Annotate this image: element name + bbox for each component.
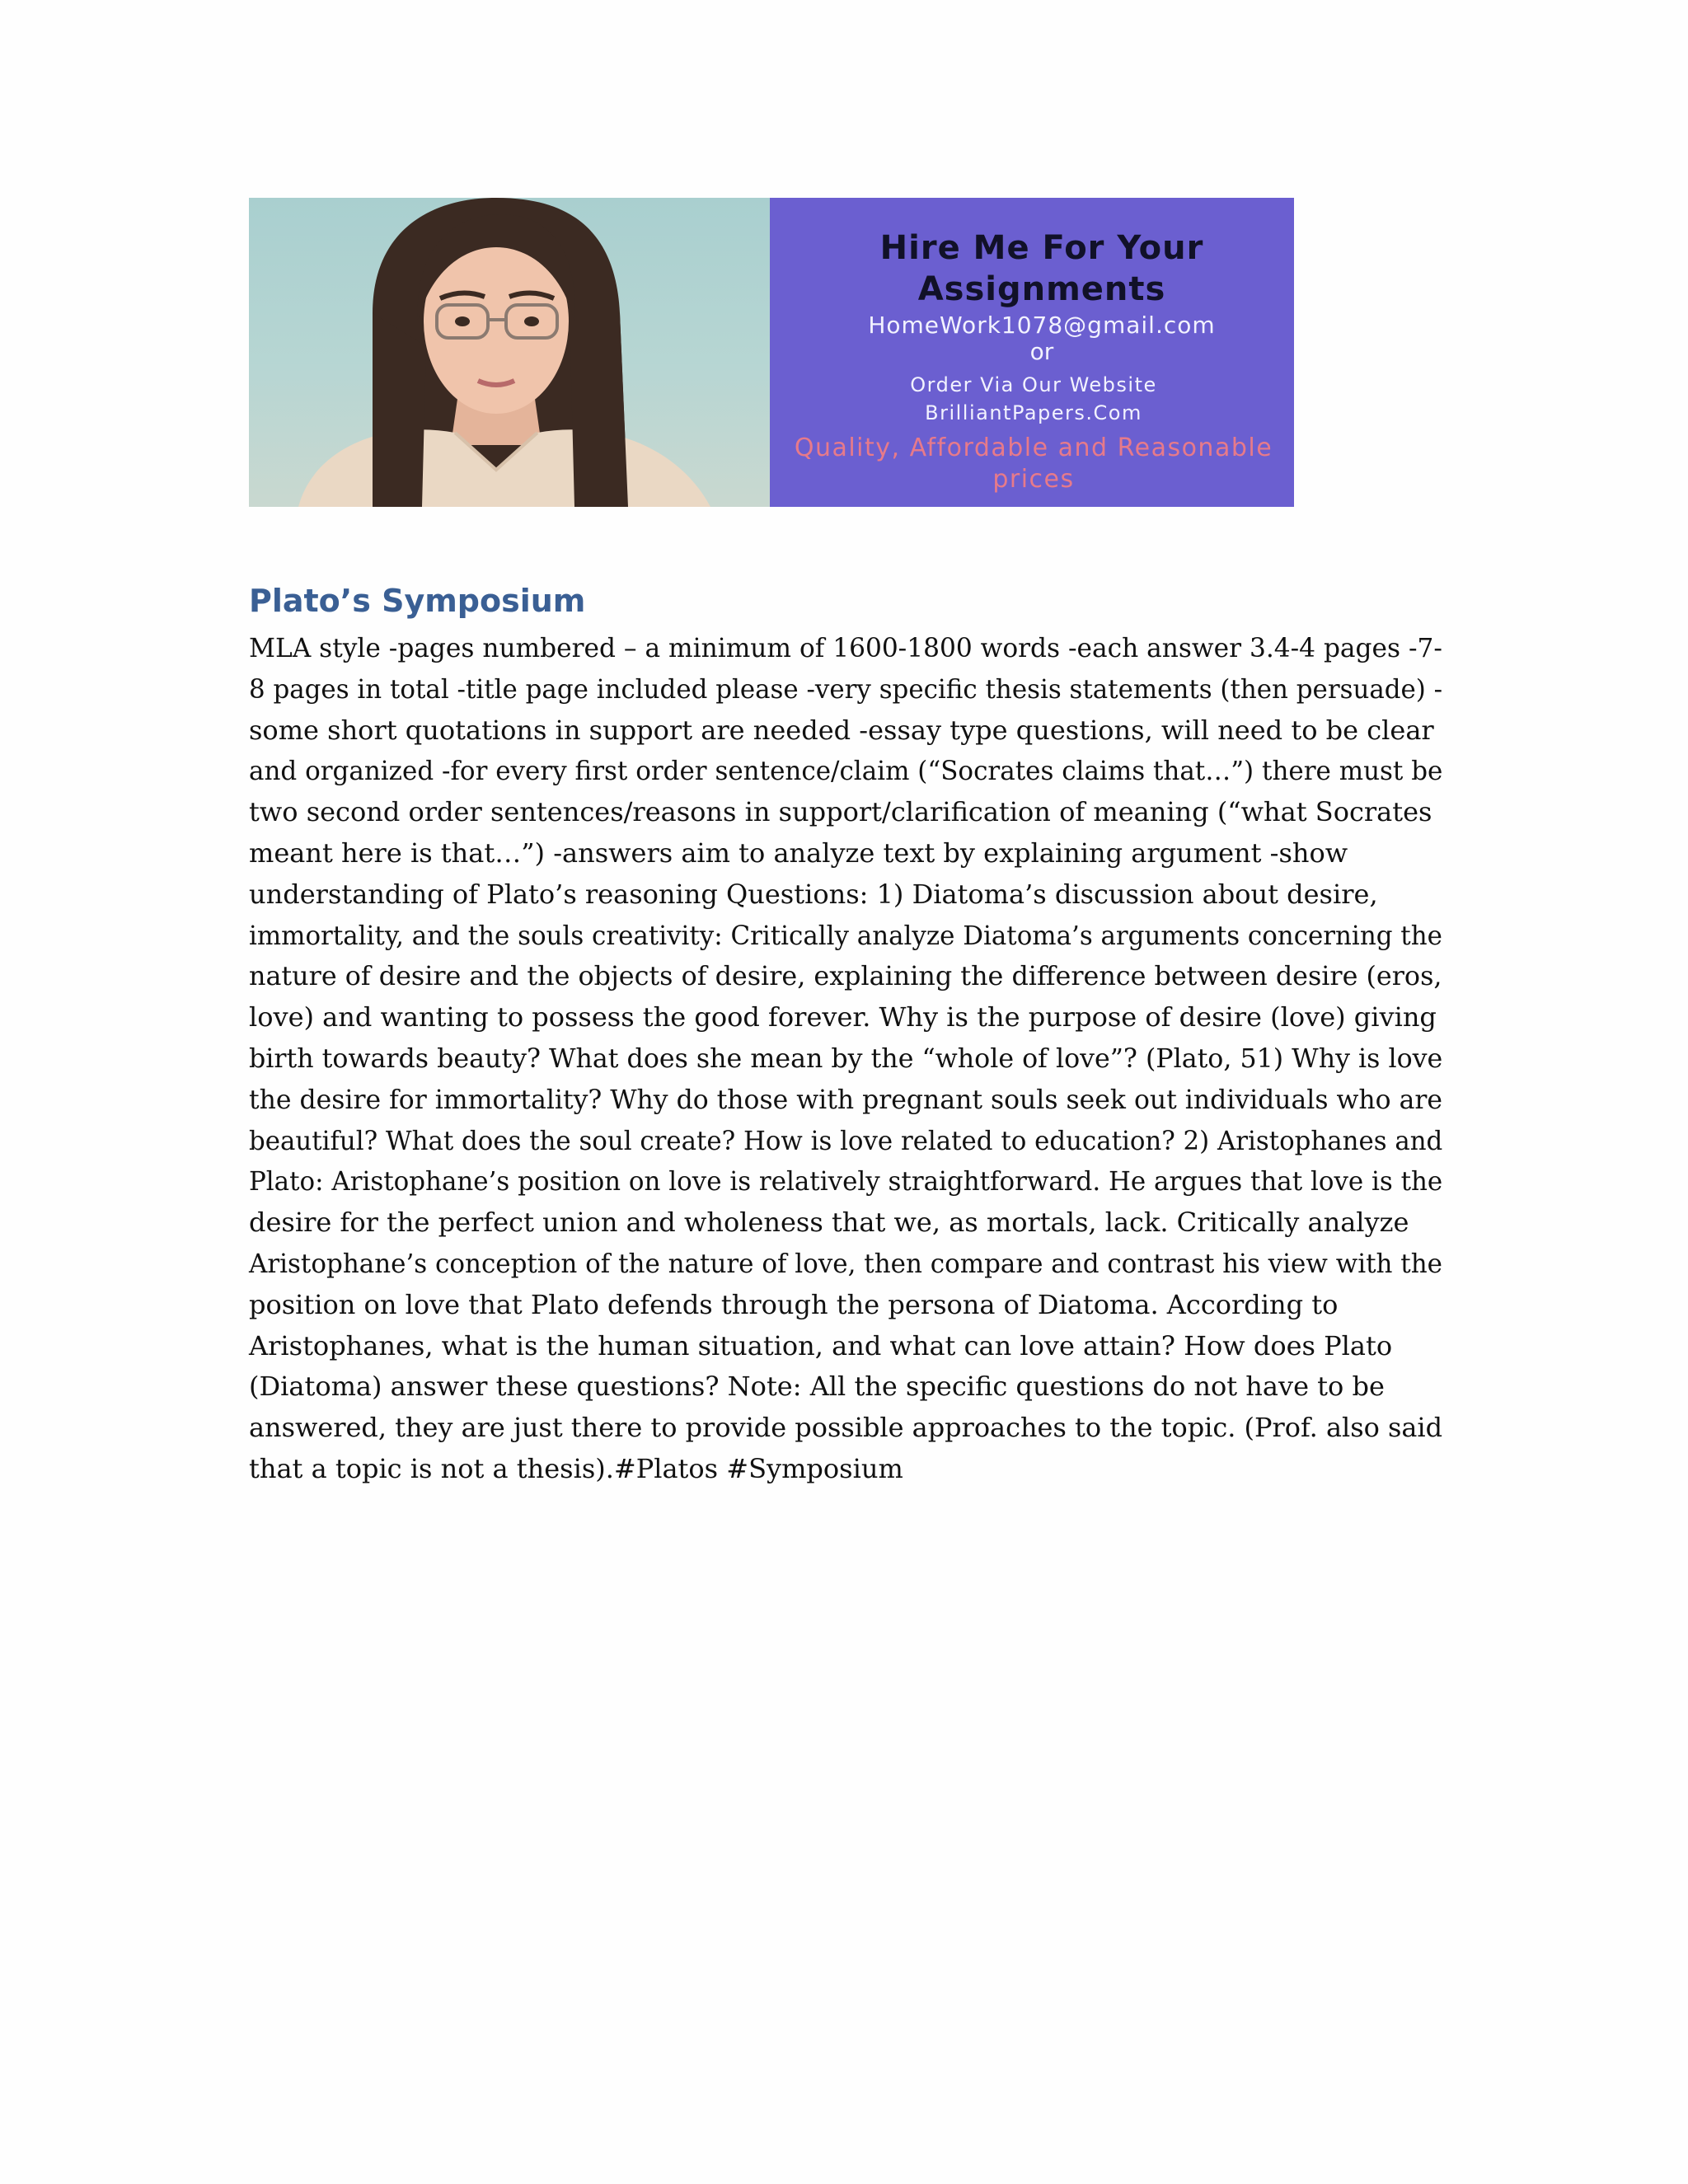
body-line: answered, they are just there to provide possible approaches to the topic. (Prof. also said <box>249 1412 1443 1444</box>
ad-tagline: Quality, Affordable and Reasonable prices <box>794 434 1273 494</box>
ad-or: or <box>1029 338 1054 365</box>
body-line: meant here is that…”) -answers aim to analyze text by explaining argument -show <box>249 837 1348 869</box>
body-line: beautiful? What does the soul create? How is love related to education? 2) Aristophanes and <box>249 1124 1443 1156</box>
woman-portrait-illustration <box>249 198 770 507</box>
ad-website-line2: BrilliantPapers.Com <box>925 401 1142 424</box>
ad-website-line1: Order Via Our Website <box>910 373 1157 396</box>
body-line: immortality, and the souls creativity: Critically analyze Diatoma’s arguments concerning the <box>249 919 1442 951</box>
body-line: nature of desire and the objects of desire, explaining the difference between desire (eros, <box>249 960 1442 992</box>
document-title: Plato’s Symposium <box>249 583 586 619</box>
banner-text-panel <box>770 198 1294 507</box>
body-line: desire for the perfect union and wholeness that we, as mortals, lack. Critically analyze <box>249 1207 1409 1239</box>
body-line: love) and wanting to possess the good forever. Why is the purpose of desire (love) giving <box>249 1001 1437 1033</box>
body-line: the desire for immortality? Why do those with pregnant souls seek out individuals who are <box>249 1083 1443 1115</box>
body-line: understanding of Plato’s reasoning Questions: 1) Diatoma’s discussion about desire, <box>249 878 1378 910</box>
ad-headline: Hire Me For Your Assignments <box>879 229 1204 308</box>
body-line: position on love that Plato defends through the persona of Diatoma. According to <box>249 1288 1339 1320</box>
body-line: and organized -for every first order sentence/claim (“Socrates claims that…”) there must be <box>249 755 1443 787</box>
body-line: (Diatoma) answer these questions? Note: All the specific questions do not have to be <box>249 1371 1385 1403</box>
banner-photo <box>249 198 770 507</box>
ad-email: HomeWork1078@gmail.com <box>868 312 1216 339</box>
body-line: Aristophane’s conception of the nature of love, then compare and contrast his view with the <box>249 1247 1443 1279</box>
body-line: birth towards beauty? What does she mean by the “whole of love”? (Plato, 51) Why is love <box>249 1042 1443 1074</box>
advertisement-banner[interactable] <box>249 198 1294 507</box>
body-line: MLA style -pages numbered – a minimum of 1600-1800 words -each answer 3.4-4 pages -7- <box>249 632 1442 663</box>
body-line: Plato: Aristophane’s position on love is relatively straightforward. He argues that love is the <box>249 1165 1443 1197</box>
body-line: Aristophanes, what is the human situation, and what can love attain? How does Plato <box>249 1329 1393 1361</box>
body-line: that a topic is not a thesis).#Platos #Symposium <box>249 1452 903 1484</box>
body-line: two second order sentences/reasons in support/clarification of meaning (“what Socrates <box>249 796 1432 828</box>
body-line: some short quotations in support are needed -essay type questions, will need to be clear <box>249 714 1434 746</box>
body-line: 8 pages in total -title page included please -very specific thesis statements (then persuade) - <box>249 673 1443 705</box>
ad-website <box>803 371 1264 427</box>
document-body <box>249 628 1442 1490</box>
